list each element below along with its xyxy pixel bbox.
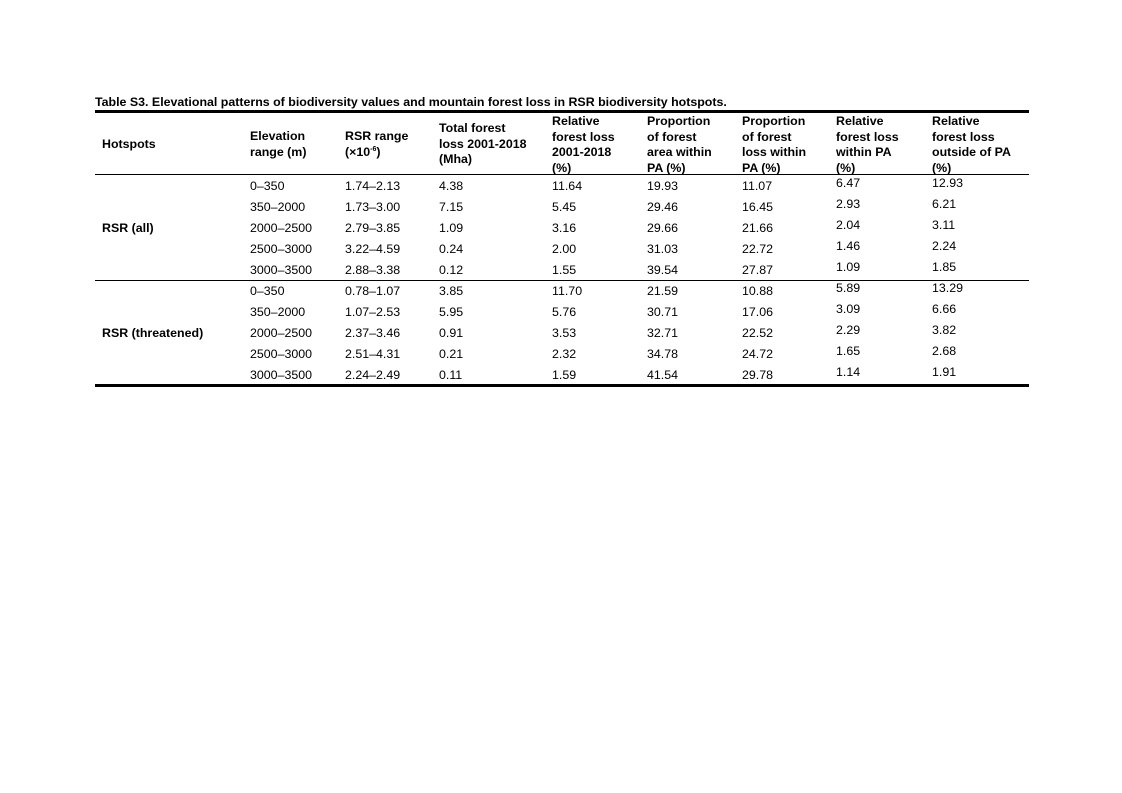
table-caption: Table S3. Elevational patterns of biodiversity values and mountain forest loss in RSR biodiversity hotspots. [95, 95, 727, 109]
table-group-divider [95, 280, 1029, 281]
rsr-range-cell: 2.79–3.85 [345, 221, 401, 235]
relative-loss-cell: 1.59 [552, 368, 577, 382]
proportion-loss-cell: 21.66 [742, 221, 774, 235]
elevation-range-cell: 2500–3000 [250, 242, 313, 256]
relative-outside-cell: 12.93 [932, 176, 964, 190]
total-loss-cell: 5.95 [439, 305, 464, 319]
total-loss-cell: 0.24 [439, 242, 464, 256]
proportion-loss-cell: 10.88 [742, 284, 774, 298]
total-loss-cell: 3.85 [439, 284, 464, 298]
proportion-area-cell: 31.03 [647, 242, 679, 256]
relative-outside-cell: 6.21 [932, 197, 957, 211]
relative-loss-cell: 5.45 [552, 200, 577, 214]
proportion-area-cell: 32.71 [647, 326, 679, 340]
header-relative-within-pa: Relative forest loss within PA (%) [836, 114, 899, 175]
total-loss-cell: 0.21 [439, 347, 464, 361]
relative-loss-cell: 3.53 [552, 326, 577, 340]
relative-loss-cell: 1.55 [552, 263, 577, 277]
header-relative-outside-pa: Relative forest loss outside of PA (%) [932, 114, 1011, 175]
total-loss-cell: 0.12 [439, 263, 464, 277]
elevation-range-cell: 2500–3000 [250, 347, 313, 361]
total-loss-cell: 4.38 [439, 179, 464, 193]
rsr-range-cell: 2.88–3.38 [345, 263, 401, 277]
header-proportion-area-pa: Proportion of forest area within PA (%) [647, 114, 712, 175]
proportion-area-cell: 19.93 [647, 179, 679, 193]
relative-within-cell: 2.04 [836, 218, 861, 232]
relative-within-cell: 1.46 [836, 239, 861, 253]
elevation-range-cell: 350–2000 [250, 200, 306, 214]
relative-loss-cell: 11.70 [552, 284, 583, 298]
elevation-range-cell: 2000–2500 [250, 326, 313, 340]
elevation-range-cell: 0–350 [250, 179, 285, 193]
relative-outside-cell: 1.91 [932, 365, 957, 379]
relative-loss-cell: 11.64 [552, 179, 583, 193]
header-total-forest-loss: Total forest loss 2001-2018 (Mha) [439, 121, 527, 166]
rsr-range-cell: 3.22–4.59 [345, 242, 401, 256]
rsr-range-cell: 0.78–1.07 [345, 284, 401, 298]
elevation-range-cell: 3000–3500 [250, 263, 313, 277]
relative-within-cell: 2.29 [836, 323, 861, 337]
relative-outside-cell: 13.29 [932, 281, 964, 295]
rsr-range-cell: 2.51–4.31 [345, 347, 401, 361]
rsr-range-cell: 1.73–3.00 [345, 200, 401, 214]
proportion-area-cell: 41.54 [647, 368, 679, 382]
relative-outside-cell: 1.85 [932, 260, 957, 274]
relative-loss-cell: 5.76 [552, 305, 577, 319]
relative-outside-cell: 6.66 [932, 302, 957, 316]
relative-loss-cell: 2.00 [552, 242, 577, 256]
proportion-loss-cell: 24.72 [742, 347, 774, 361]
proportion-area-cell: 30.71 [647, 305, 679, 319]
proportion-area-cell: 34.78 [647, 347, 679, 361]
proportion-loss-cell: 17.06 [742, 305, 774, 319]
header-relative-forest-loss: Relative forest loss 2001-2018 (%) [552, 114, 615, 175]
header-elevation: Elevation range (m) [250, 129, 307, 159]
relative-within-cell: 1.09 [836, 260, 861, 274]
proportion-loss-cell: 11.07 [742, 179, 773, 193]
relative-loss-cell: 2.32 [552, 347, 577, 361]
table-top-rule [95, 110, 1029, 113]
rsr-range-cell: 1.74–2.13 [345, 179, 401, 193]
relative-outside-cell: 2.24 [932, 239, 957, 253]
table-bottom-rule [95, 384, 1029, 387]
proportion-area-cell: 39.54 [647, 263, 679, 277]
proportion-loss-cell: 27.87 [742, 263, 774, 277]
relative-outside-cell: 3.82 [932, 323, 957, 337]
proportion-loss-cell: 22.72 [742, 242, 774, 256]
rsr-range-cell: 2.24–2.49 [345, 368, 401, 382]
proportion-loss-cell: 29.78 [742, 368, 774, 382]
relative-outside-cell: 2.68 [932, 344, 957, 358]
elevation-range-cell: 0–350 [250, 284, 285, 298]
total-loss-cell: 7.15 [439, 200, 464, 214]
relative-outside-cell: 3.11 [932, 218, 956, 232]
header-hotspots: Hotspots [102, 137, 156, 151]
rsr-range-cell: 2.37–3.46 [345, 326, 401, 340]
relative-within-cell: 1.65 [836, 344, 861, 358]
group-label-rsr-threatened: RSR (threatened) [102, 326, 204, 340]
header-proportion-loss-pa: Proportion of forest loss within PA (%) [742, 114, 807, 175]
proportion-area-cell: 21.59 [647, 284, 679, 298]
relative-within-cell: 6.47 [836, 176, 861, 190]
proportion-area-cell: 29.66 [647, 221, 679, 235]
total-loss-cell: 1.09 [439, 221, 464, 235]
elevation-range-cell: 2000–2500 [250, 221, 313, 235]
proportion-loss-cell: 16.45 [742, 200, 774, 214]
relative-within-cell: 5.89 [836, 281, 861, 295]
relative-loss-cell: 3.16 [552, 221, 577, 235]
total-loss-cell: 0.91 [439, 326, 464, 340]
elevation-range-cell: 350–2000 [250, 305, 306, 319]
header-rsr-range: RSR range $(\times 10^{-6})$ [345, 129, 409, 159]
proportion-area-cell: 29.46 [647, 200, 679, 214]
elevation-range-cell: 3000–3500 [250, 368, 313, 382]
relative-within-cell: 1.14 [836, 365, 861, 379]
proportion-loss-cell: 22.52 [742, 326, 774, 340]
group-label-rsr-all: RSR (all) [102, 221, 154, 235]
rsr-range-cell: 1.07–2.53 [345, 305, 401, 319]
total-loss-cell: 0.11 [439, 368, 463, 382]
relative-within-cell: 2.93 [836, 197, 861, 211]
relative-within-cell: 3.09 [836, 302, 861, 316]
